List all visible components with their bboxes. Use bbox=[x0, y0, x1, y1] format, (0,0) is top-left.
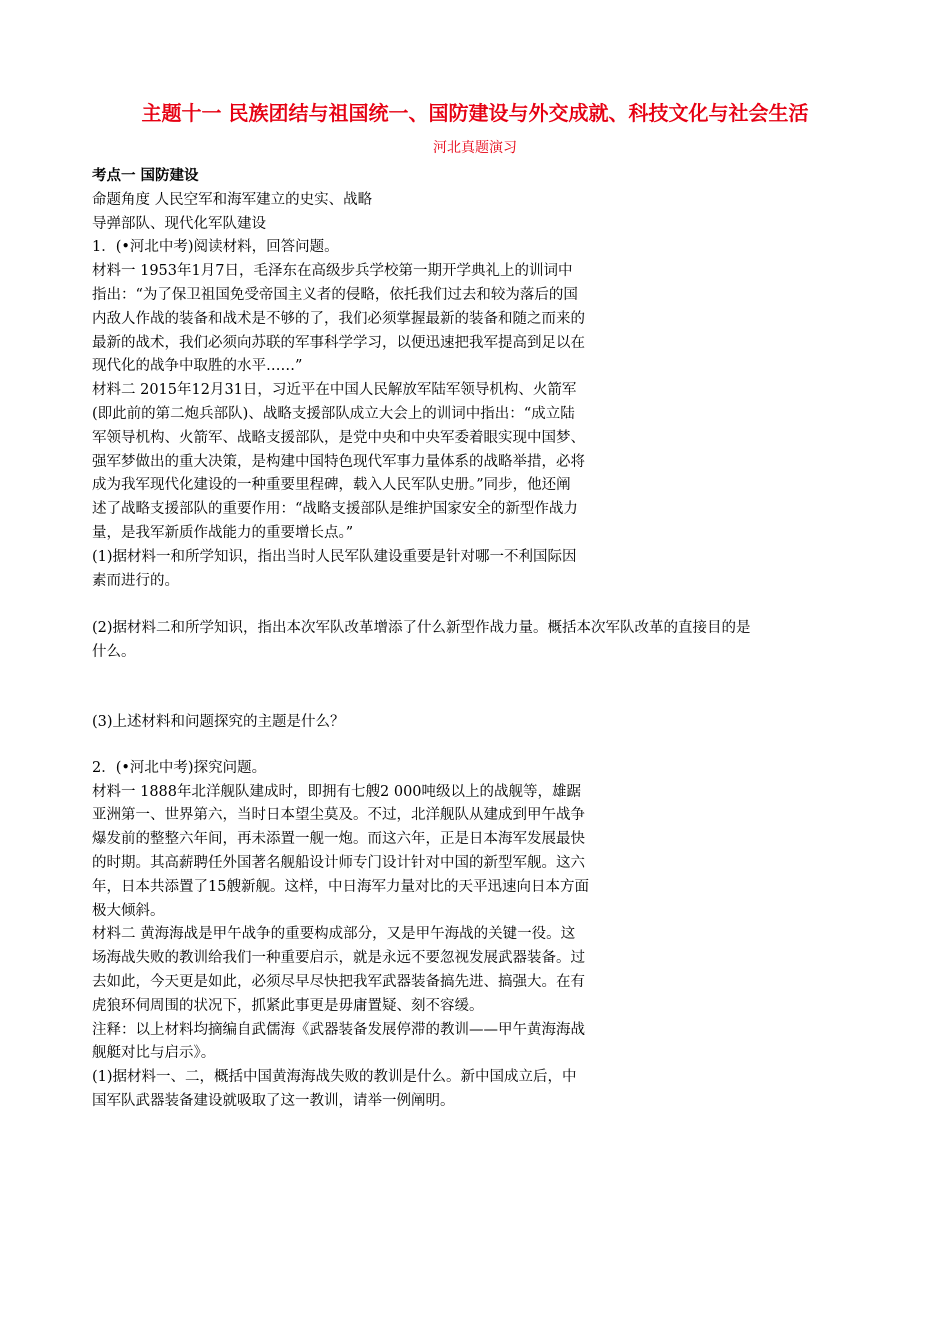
material-line: 极大倾斜。 bbox=[92, 902, 165, 919]
material-line: 年，日本共添置了15艘新舰。这样，中日海军力量对比的天平迅速向日本方面 bbox=[92, 878, 589, 895]
material-line: 去如此，今天更是如此，必须尽早尽快把我军武器装备搞先进、搞强大。在有 bbox=[92, 973, 585, 990]
material-line: 指出：“为了保卫祖国免受帝国主义者的侵略，依托我们过去和较为落后的国 bbox=[92, 286, 578, 303]
question-2-sub-1 bbox=[92, 1066, 672, 1114]
material-line: 场海战失败的教训给我们一种重要启示，就是永远不要忽视发展武器装备。过 bbox=[92, 950, 585, 967]
answer-space bbox=[92, 665, 872, 711]
material-line: 述了战略支援部队的重要作用：“战略支援部队是维护国家安全的新型作战力 bbox=[92, 501, 578, 518]
material-line: 现代化的战争中取胜的水平……” bbox=[92, 358, 303, 375]
material-line: 强军梦做出的重大决策，是构建中国特色现代军事力量体系的战略举措，必将 bbox=[92, 453, 585, 470]
material-line: 材料二 黄海海战是甲午战争的重要构成部分，又是甲午海战的关键一役。这 bbox=[92, 926, 576, 943]
material-line: 材料二 2015年12月31日，习近平在中国人民解放军陆军领导机构、火箭军 bbox=[92, 382, 577, 399]
page-title: 主题十一 民族团结与祖国统一、国防建设与外交成就、科技文化与社会生活 bbox=[141, 101, 809, 125]
question-2-material-2 bbox=[92, 923, 672, 1018]
note-line: 注释：以上材料均摘编自武儒海《武器装备发展停滞的教训——甲午黄海海战 bbox=[92, 1021, 585, 1038]
material-line: 材料一 1888年北洋舰队建成时，即拥有七艘2 000吨级以上的战舰等，雄踞 bbox=[92, 783, 582, 800]
question-1-material-2 bbox=[92, 379, 672, 546]
material-line: 成为我军现代化建设的一种重要里程碑，载入人民军队史册。”同步，他还阐 bbox=[92, 477, 571, 494]
sub-question-line: 什么。 bbox=[92, 644, 136, 661]
material-line: 最新的战术，我们必须向苏联的军事科学学习，以便迅速把我军提高到足以在 bbox=[92, 334, 585, 351]
question-2-note bbox=[92, 1019, 672, 1067]
sub-question-line: (1)据材料一和所学知识，指出当时人民军队建设重要是针对哪一不利国际因 bbox=[92, 548, 577, 565]
material-line: 量，是我军新质作战能力的重要增长点。” bbox=[92, 524, 354, 541]
material-line: (即此前的第二炮兵部队)、战略支援部队成立大会上的训词中指出：“成立陆 bbox=[92, 405, 575, 422]
question-1-stem: 1．(•河北中考)阅读材料，回答问题。 bbox=[92, 239, 339, 256]
question-2-stem: 2．(•河北中考)探究问题。 bbox=[92, 759, 267, 776]
question-1-material-1 bbox=[92, 260, 672, 379]
material-line: 材料一 1953年1月7日，毛泽东在高级步兵学校第一期开学典礼上的训词中 bbox=[92, 263, 573, 280]
document-body bbox=[92, 165, 872, 1114]
material-line: 虎狼环伺周围的状况下，抓紧此事更是毋庸置疑、刻不容缓。 bbox=[92, 997, 484, 1014]
sub-question-line: 国军队武器装备建设就吸取了这一教训，请举一例阐明。 bbox=[92, 1092, 455, 1109]
question-2-material-1 bbox=[92, 781, 672, 924]
sub-question-line: (1)据材料一、二，概括中国黄海海战失败的教训是什么。新中国成立后，中 bbox=[92, 1069, 577, 1086]
sub-question-line: (2)据材料二和所学知识，指出本次军队改革增添了什么新型作战力量。概括本次军队改革的直接目的是 bbox=[92, 620, 751, 637]
material-line: 的时期。其高薪聘任外国著名舰船设计师专门设计针对中国的新型军舰。这六 bbox=[92, 854, 585, 871]
material-line: 内敌人作战的装备和战术是不够的了，我们必须掌握最新的装备和随之而来的 bbox=[92, 310, 585, 327]
sub-question-line: 素而进行的。 bbox=[92, 572, 179, 589]
exam-angle-line: 命题角度 人民空军和海军建立的史实、战略 bbox=[92, 191, 373, 208]
answer-space bbox=[92, 593, 872, 617]
material-line: 爆发前的整整六年间，再未添置一舰一炮。而这六年，正是日本海军发展最快 bbox=[92, 831, 585, 848]
material-line: 军领导机构、火箭军、战略支援部队，是党中央和中央军委着眼实现中国梦、 bbox=[92, 429, 585, 446]
material-line: 亚洲第一、世界第六，当时日本望尘莫及。不过，北洋舰队从建成到甲午战争 bbox=[92, 807, 585, 824]
section-heading: 考点一 国防建设 bbox=[92, 168, 199, 184]
question-1-sub-3: (3)上述材料和问题探究的主题是什么？ bbox=[92, 713, 345, 730]
answer-space bbox=[92, 735, 872, 757]
exam-angle-line: 导弹部队、现代化军队建设 bbox=[92, 215, 266, 232]
note-line: 舰艇对比与启示》。 bbox=[92, 1045, 216, 1062]
question-1-sub-1 bbox=[92, 546, 872, 594]
page-subtitle: 河北真题演习 bbox=[433, 140, 517, 156]
question-1-sub-2 bbox=[92, 617, 872, 665]
